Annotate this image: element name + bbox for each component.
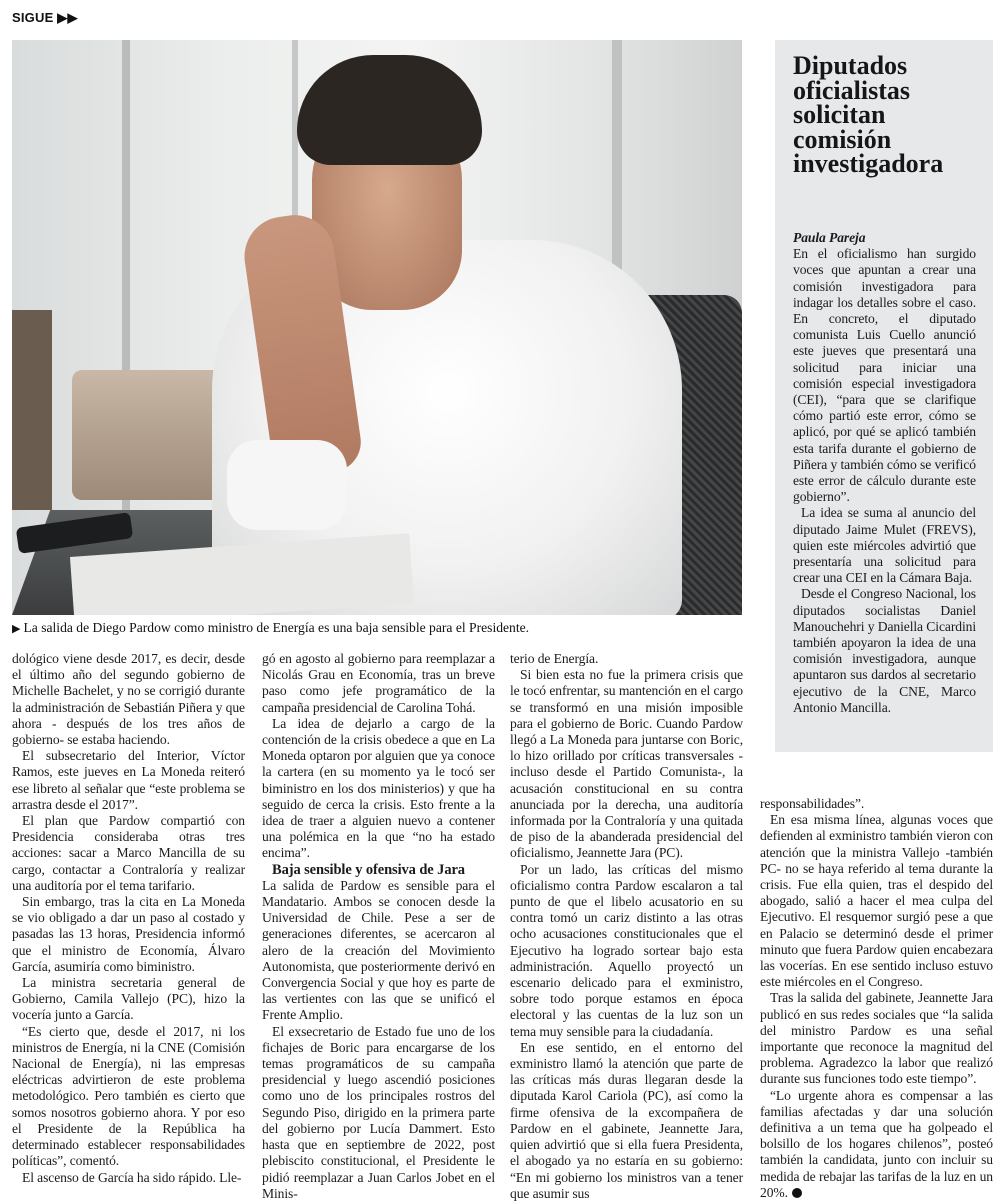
triangle-right-icon: ▶ [12,623,21,635]
paragraph: responsabilidades”. [760,796,865,811]
paragraph: La ministra secretaria general de Gobierno, Camila Vallejo (PC), hizo la vocería junto a García. [12,975,245,1023]
paragraph: El subsecretario del Interior, Víctor Ramos, este jueves en La Moneda reiteró ese libreto al señalar que “este problema se arrastra desde el 2017”. [12,748,245,812]
sidebar-box [775,40,993,752]
sidebar-title: Diputados oficialistas solicitan comisión investigadora [793,51,944,178]
paragraph: Tras la salida del gabinete, Jeannette Jara publicó en sus redes sociales que “la salida del ministro Pardow es una señal importante que reconoce la magnitud del problema. Agradezco la labor que realizó durante sus funciones todo este tiempo”. [760,990,993,1087]
paragraph: La salida de Pardow es sensible para el Mandatario. Ambos se conocen desde la Universidad de Chile. Pese a ser de generaciones diferentes, se acercaron al alero de la creación del Movimiento Autonomista, que posteriormente derivó en Convergencia Social y que hoy es parte de las vertientes con las que se unificó el Frente Amplio. [262,877,495,1023]
paragraph: Por un lado, las críticas del mismo oficialismo contra Pardow escalaron a tal punto de que el libelo acusatorio en su contra tomó un cariz distinto a las otras ocho acusaciones constitucionales que el Ejecutivo ha logrado sortear bajo esta administración. Aquello proyectó un escenario delicado para el exministro, sobre todo porque estamos en época electoral y las cuentas de la luz son un tema muy sensible para la ciudadanía. [510,861,743,1039]
paragraph: La idea se suma al anuncio del diputado Jaime Mulet (FREVS), quien este miércoles advirtió que presentaría una solicitud para crear una CEI en la Cámara Baja. [793,505,976,586]
article-column-4 [760,796,993,1201]
paragraph: gó en agosto al gobierno para reemplazar a Nicolás Grau en Economía, tras un breve paso como jefe programático de la campaña presidencial de Carolina Tohá. [262,651,495,715]
paragraph-text: “Lo urgente ahora es compensar a las familias afectadas y dar una solución definitiva a un tema que ha golpeado el bolsillo de los hogares chilenos”, posteó también la candidata, junto con incluir su medida de rebajar las tarifas de la luz en un 20%. [760,1087,993,1200]
paragraph: El plan que Pardow compartió con Presidencia consideraba otras tres acciones: sacar a Marco Mancilla de su cargo, contactar a Contraloría y realizar una auditoría por el tema tarifario. [12,813,245,893]
paragraph: En el oficialismo han surgido voces que apuntan a crear una comisión investigadora para indagar los detalles sobre el caso. En concreto, el diputado comunista Luis Cuello anunció este jueves que presentará una solicitud para iniciar una comisión especial investigadora (CEI), “para que se clarifique cómo partió este error, cómo se aplicó, por qué se aplicó también esta tarifa durante el gobierno de Piñera y también cómo se verificó este error de cálculo durante este gobierno”. [793,246,976,505]
paragraph: El ascenso de García ha sido rápido. Lle- [22,1169,242,1185]
paragraph: dológico viene desde 2017, es decir, desde el último año del segundo gobierno de Michelle Bachelet, y no se corrigió durante la administración de Sebastián Piñera y que ahora - después de los tres años de gobierno- se estaba haciendo. [12,651,245,748]
article-column-3 [510,651,743,1202]
paragraph: “Es cierto que, desde el 2017, ni los ministros de Energía, ni la CNE (Comisión Nacional de Energía), ni las empresas eléctricas advirtieron de este problema metodológico. Pero también es cierto que somos nosotros gobierno ahora. Y por eso el Presidente de la República ha determinado establecer responsabilidades políticas”, comentó. [12,1023,245,1169]
paragraph: En esa misma línea, algunas voces que defienden al exministro también vieron con atención que la ministra Vallejo -también PC- no se haya referido al tema durante la crisis. Fue ella quien, tras el despido del abogado, salió a hacer el mea culpa del Ejecutivo. El resquemor surgió pese a que en Palacio se determinó desde el primer minuto que fuera Pardow quien encabezara las vocerías. En ese sentido incluso estuvo este miércoles en el Congreso. [760,812,993,990]
sidebar-body [793,230,976,716]
photo-caption [12,620,529,636]
paragraph: El exsecretario de Estado fue uno de los fichajes de Boric para encargarse de los temas programáticos de su campaña presidencial y luego ascendió posiciones como uno de los principales rostros del Segundo Piso, dirigido en la primera parte del gobierno por Lucía Dammert. Esto hasta que en septiembre de 2022, post plebiscito constitucional, el Presidente le pidió reemplazar a Juan Carlos Jobet en el Minis- [262,1023,495,1201]
paragraph-final [760,1088,993,1201]
end-mark-icon [792,1188,802,1198]
article-column-2 [262,651,495,1202]
paragraph: terio de Energía. [510,651,599,666]
paragraph: Sin embargo, tras la cita en La Moneda se vio obligado a dar un paso al costado y pasadas las 13 horas, Presidencia informó que el ministro de Economía, Álvaro García, asumiría como biministro. [12,894,245,974]
article-photo [12,40,742,615]
double-arrow-icon: ▶▶ [57,10,78,25]
paragraph: Desde el Congreso Nacional, los diputados socialistas Daniel Manouchehri y Daniella Cicardini también apoyaron la idea de una comisión investigadora, aunque apuntaron sus dardos al secretario ejecutivo de la CNE, Marco Antonio Mancilla. [793,586,976,715]
article-column-1 [12,651,245,1186]
paragraph: Si bien esta no fue la primera crisis que le tocó enfrentar, su mantención en el cargo se transformó en una misión imposible para el gobierno de Boric. Cuando Pardow llegó a La Moneda para juntarse con Boric, lo hizo orillado por críticas transversales -incluso desde el Partido Comunista-, la acusación constitucional en su contra anunciada por la derecha, una auditoría informada por la Contraloría y una quitada de piso de la abanderada presidencial del oficialismo, Jeannette Jara (PC). [510,667,743,861]
paragraph: En ese sentido, en el entorno del exministro llamó la atención que parte de las críticas más duras llegaran desde la diputada Karol Cariola (PC), así como la firme ofensiva de la excompañera de Pardow en el gabinete, Jeannette Jara, quien advirtió que si ella fuera Presidenta, el abogado ya no estaría en su gobierno: “En mi gobierno los ministros van a tener que asumir sus [510,1039,743,1201]
continue-label [12,10,78,26]
continue-text: SIGUE [12,10,54,25]
paragraph: La idea de dejarlo a cargo de la contención de la crisis obedece a que en La Moneda optaron por alguien que ya conoce la cartera (en su momento ya le tocó ser biministro en los dos ministerios) y que ha seguido de cerca la crisis. Esto frente a la idea de traer a alguien nuevo a contener una polémica en la que “no ha estado encima”. [262,715,495,861]
byline: Paula Pareja [793,230,866,245]
caption-text: La salida de Diego Pardow como ministro de Energía es una baja sensible para el Presidente. [23,620,530,635]
section-subheading: Baja sensible y ofensiva de Jara [272,861,465,878]
